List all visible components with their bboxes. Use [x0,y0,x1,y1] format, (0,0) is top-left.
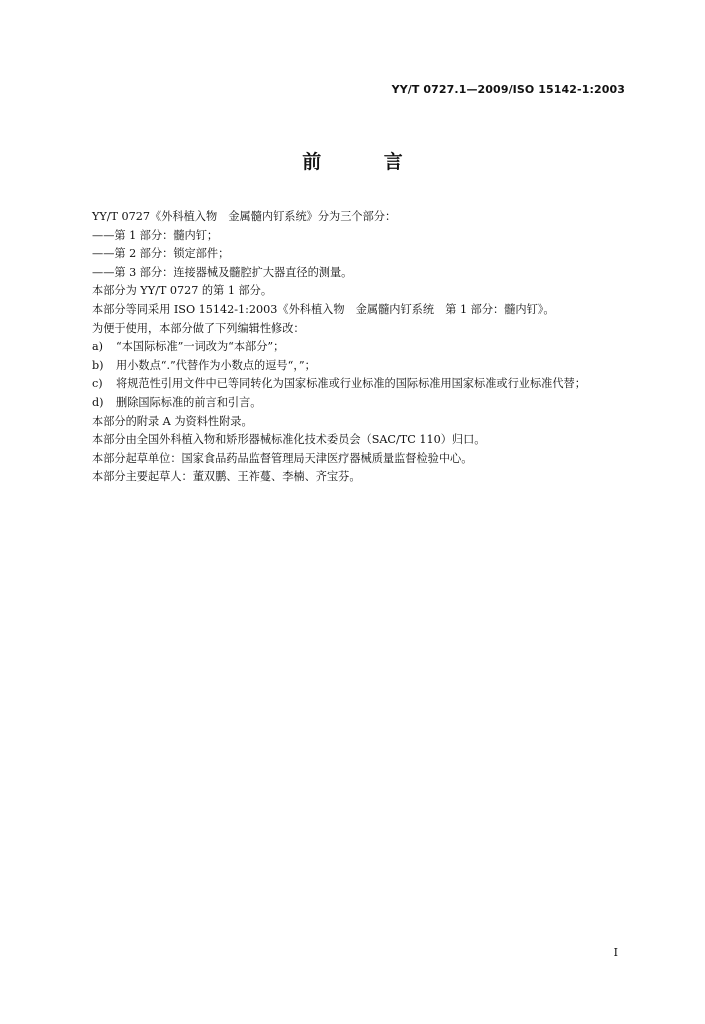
edit-item-text: 用小数点“.”代替作为小数点的逗号“，”； [116,358,316,372]
statement-paragraph: 为便于使用，本部分做了下列编辑性修改： [92,321,305,335]
edit-item-text: “本国际标准”一词改为“本部分”； [116,340,285,354]
edit-item [92,338,632,357]
edit-item-text: 删除国际标准的前言和引言。 [116,395,262,409]
edit-item [92,375,632,394]
closing-paragraph: 本部分的附录 A 为资料性附录。 [92,414,253,428]
part-item: ——第 1 部分：髓内钉； [92,228,219,242]
edit-item-marker: d) [92,395,104,409]
edit-item-marker: c) [92,377,103,391]
intro-paragraph: YY/T 0727《外科植入物 金属髓内钉系统》分为三个部分： [92,210,397,223]
closing-paragraph: 本部分主要起草人：董双鹏、王祚蔓、李楠、齐宝芬。 [92,470,361,484]
closing-paragraph: 本部分起草单位：国家食品药品监督管理局天津医疗器械质量监督检验中心。 [92,451,473,465]
page-title: 前 言 [302,151,431,173]
edit-item [92,394,632,413]
page-number: I [613,946,618,959]
statement-paragraph: 本部分为 YY/T 0727 的第 1 部分。 [92,284,273,298]
part-item: ——第 2 部分：锁定部件； [92,247,230,261]
edit-item [92,357,632,376]
foreword-body [92,208,632,487]
edit-item-text: 将规范性引用文件中已等同转化为国家标准或行业标准的国际标准用国家标准或行业标准代替； [116,377,586,391]
standard-number: YY/T 0727.1—2009/ISO 15142-1:2003 [391,83,625,96]
statement-paragraph: 本部分等同采用 ISO 15142-1:2003《外科植入物 金属髓内钉系统 第 1 部分：髓内钉》。 [92,302,555,316]
closing-paragraph: 本部分由全国外科植入物和矫形器械标准化技术委员会（SAC/TC 110）归口。 [92,433,486,447]
edit-item-marker: a) [92,340,104,354]
edit-item-marker: b) [92,358,104,372]
part-item: ——第 3 部分：连接器械及髓腔扩大器直径的测量。 [92,265,353,279]
